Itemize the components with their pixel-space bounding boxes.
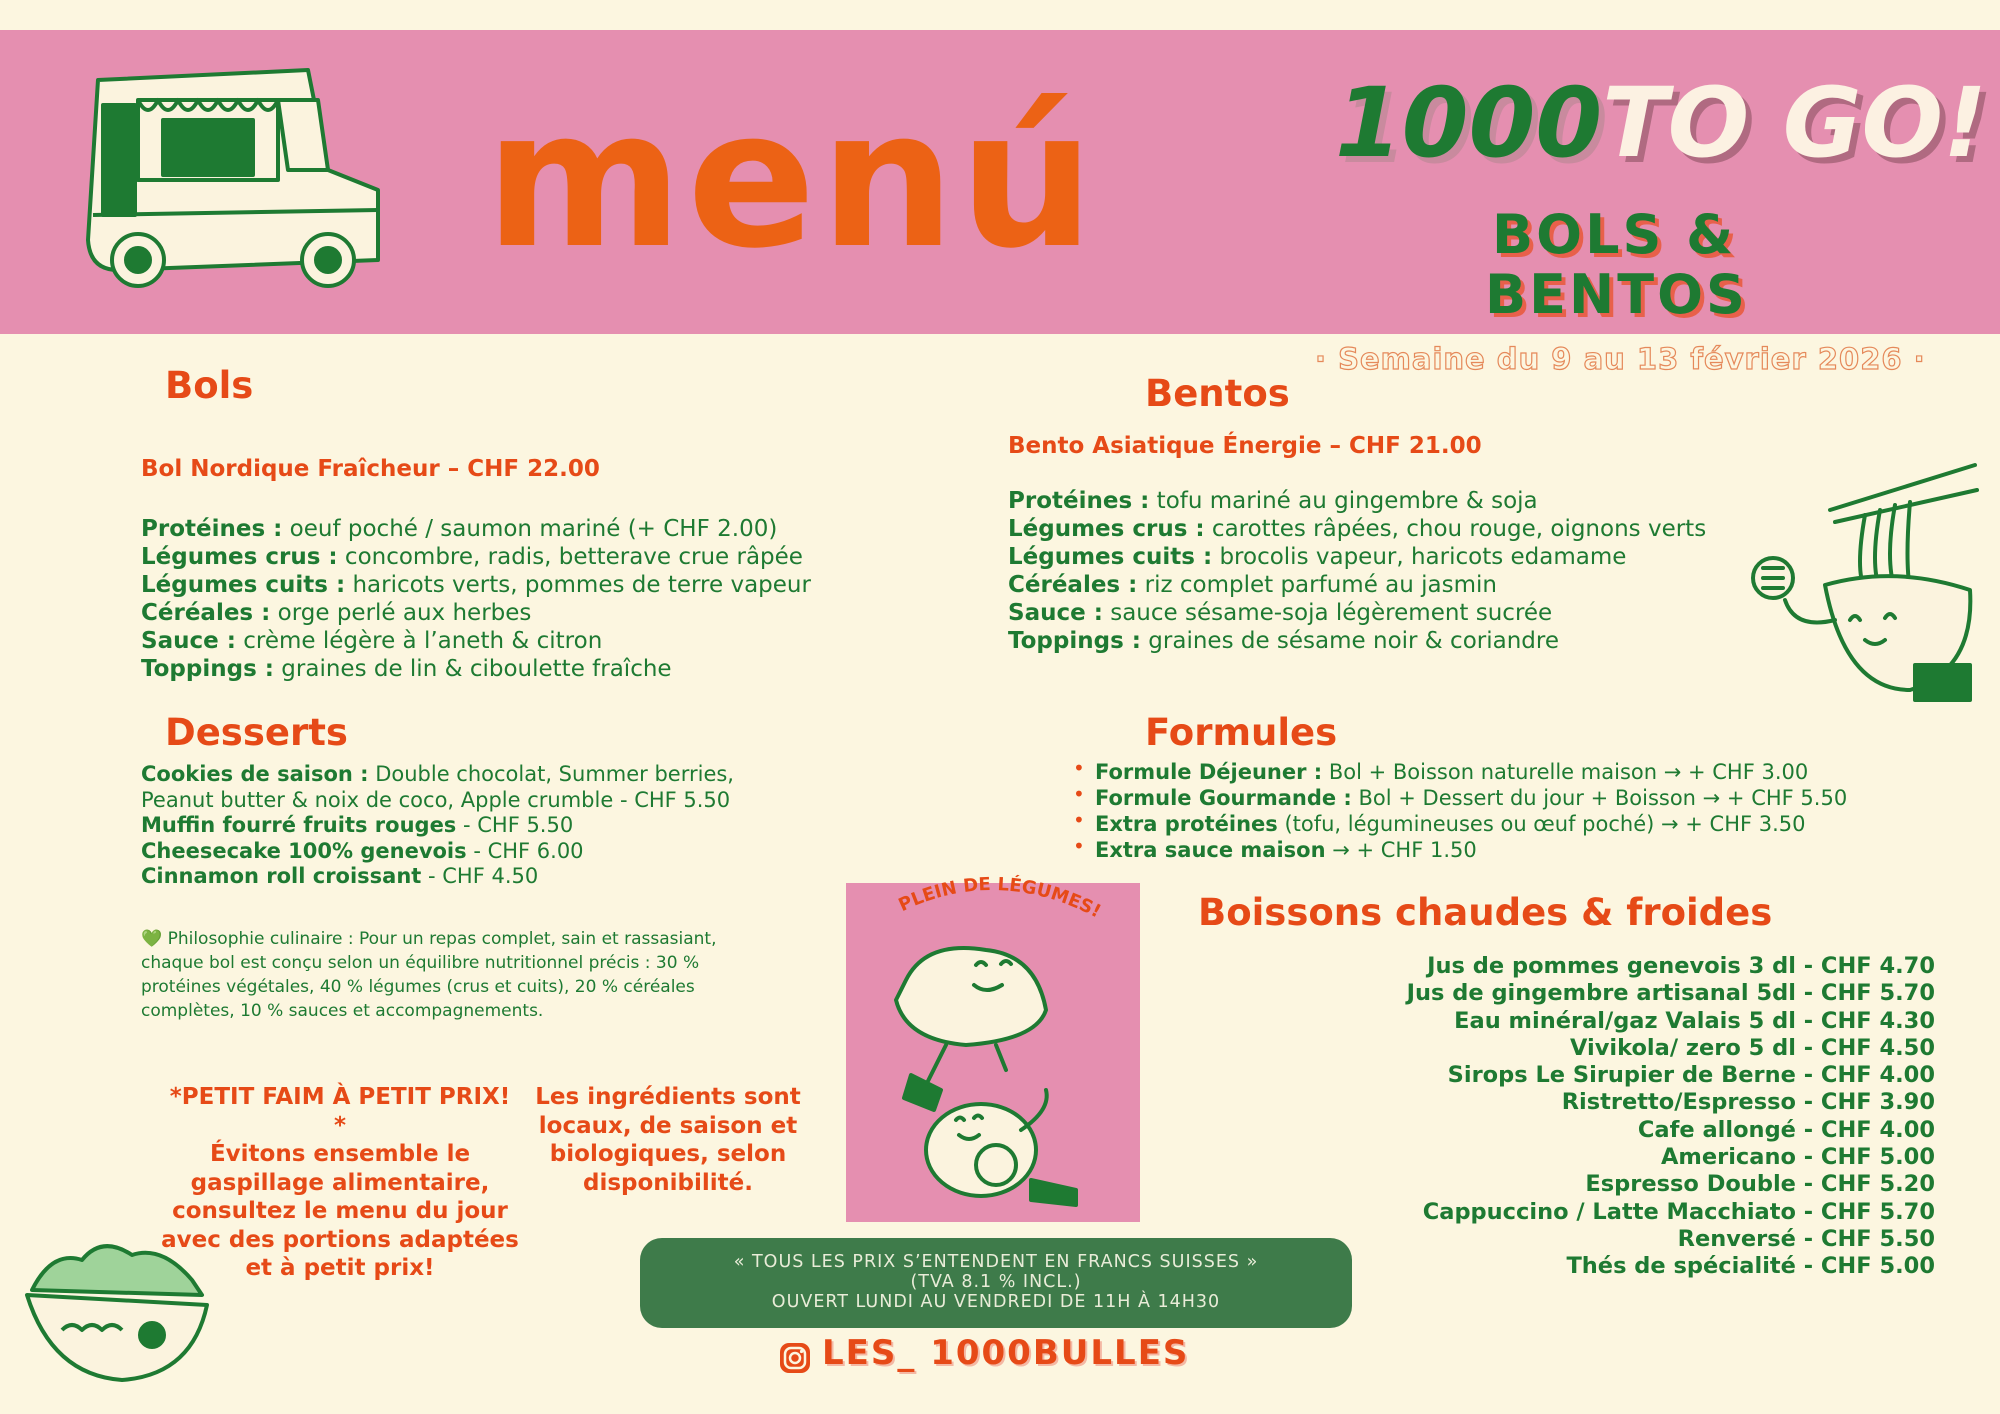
list-item: Jus de gingembre artisanal 5dl - CHF 5.70 xyxy=(1406,980,1935,1007)
list-item: Eau minéral/gaz Valais 5 dl - CHF 4.30 xyxy=(1454,1007,1935,1034)
instagram-handle[interactable]: LES_ 1000BULLES xyxy=(822,1333,1190,1373)
list-item: Sauce : crème légère à l’aneth & citron xyxy=(141,628,603,654)
instagram-icon[interactable] xyxy=(778,1341,812,1375)
list-item: Cookies de saison : Double chocolat, Summer berries, Peanut butter & noix de coco, Apple crumble - CHF 5.50 xyxy=(141,762,734,812)
bols-details xyxy=(141,515,971,683)
subtitle-line2: BENTOS xyxy=(1485,263,1748,326)
ingredients-note: Les ingrédients sont locaux, de saison et biologiques, selon disponibilité. xyxy=(535,1084,801,1196)
boissons-heading: Boissons chaudes & froides xyxy=(1198,891,1773,934)
week-label: · Semaine du 9 au 13 février 2026 · xyxy=(1315,342,1926,376)
list-item: Sauce : sauce sésame-soja légèrement sucrée xyxy=(1008,600,1553,626)
list-item: Renversé - CHF 5.50 xyxy=(1677,1225,1935,1252)
brand-number: 1000 xyxy=(1335,67,1603,179)
food-truck-icon xyxy=(78,60,428,300)
boissons-list xyxy=(1407,953,1935,1281)
list-item: Légumes crus : carottes râpées, chou rouge, oignons verts xyxy=(1008,516,1707,542)
list-item: Légumes cuits : brocolis vapeur, haricots edamame xyxy=(1008,544,1627,570)
list-item: Espresso Double - CHF 5.20 xyxy=(1585,1171,1935,1198)
list-item: Cappuccino / Latte Macchiato - CHF 5.70 xyxy=(1422,1198,1935,1225)
formules-heading: Formules xyxy=(1145,711,1338,754)
list-item: Toppings : graines de sésame noir & coriandre xyxy=(1008,628,1559,654)
list-item: Ristretto/Espresso - CHF 3.90 xyxy=(1561,1089,1935,1116)
bols-heading: Bols xyxy=(165,364,254,407)
subtitle-line1: BOLS & xyxy=(1492,203,1737,266)
poster-text: PLEIN DE LÉGUMES! xyxy=(895,873,1105,923)
list-item: • Formule Gourmande : Bol + Dessert du jour + Boisson → + CHF 5.50 xyxy=(1095,785,1985,811)
list-item: Muffin fourré fruits rouges - CHF 5.50 xyxy=(141,813,574,837)
list-item: Protéines : oeuf poché / saumon mariné (+ CHF 2.00) xyxy=(141,516,778,542)
list-item: • Extra sauce maison → + CHF 1.50 xyxy=(1095,837,1985,863)
list-item: Vivikola/ zero 5 dl - CHF 4.50 xyxy=(1570,1034,1935,1061)
petit-faim-note: *PETIT FAIM À PETIT PRIX! * Évitons ensemble le gaspillage alimentaire, consultez le menu du jour avec des portions adaptées et à petit prix! xyxy=(161,1084,519,1281)
formules-list xyxy=(1095,759,1985,863)
footer-line1: « TOUS LES PRIX S’ENTENDENT EN FRANCS SUISSES » xyxy=(733,1252,1259,1272)
footer-info-box xyxy=(640,1238,1352,1328)
list-item: Cafe allongé - CHF 4.00 xyxy=(1637,1116,1935,1143)
philosophy-note: 💚 Philosophie culinaire : Pour un repas complet, sain et rassasiant, chaque bol est conçu selon un équilibre nutritionnel précis : 30 % protéines végétales, 40 % légumes (crus et cuits), 20 % céréales complètes, 10 % sauces et accompagnements. xyxy=(141,929,717,1021)
list-item: Cinnamon roll croissant - CHF 4.50 xyxy=(141,864,539,888)
bentos-item-title: Bento Asiatique Énergie – CHF 21.00 xyxy=(1008,433,1482,459)
list-item: Toppings : graines de lin & ciboulette fraîche xyxy=(141,656,672,682)
footer-line2: (TVA 8.1 % INCL.) xyxy=(910,1272,1082,1292)
noodle-bowl-icon xyxy=(1745,460,1980,705)
footer-line3: OUVERT LUNDI AU VENDREDI DE 11H À 14H30 xyxy=(771,1292,1221,1312)
desserts-heading: Desserts xyxy=(165,711,348,754)
list-item: • Extra protéines (tofu, légumineuses ou œuf poché) → + CHF 3.50 xyxy=(1095,811,1985,837)
list-item: Jus de pommes genevois 3 dl - CHF 4.70 xyxy=(1427,953,1935,979)
list-item: Légumes crus : concombre, radis, betterave crue râpée xyxy=(141,544,803,570)
list-item: Cheesecake 100% genevois - CHF 6.00 xyxy=(141,838,584,863)
list-item: Céréales : riz complet parfumé au jasmin xyxy=(1008,572,1497,598)
list-item: Thés de spécialité - CHF 5.00 xyxy=(1566,1253,1935,1280)
list-item: Céréales : orge perlé aux herbes xyxy=(141,600,532,626)
salad-bowl-icon xyxy=(22,1235,212,1385)
list-item: Légumes cuits : haricots verts, pommes de terre vapeur xyxy=(141,572,811,598)
page-title: menú xyxy=(485,69,1099,290)
list-item: Americano - CHF 5.00 xyxy=(1661,1144,1935,1171)
list-item: Sirops Le Sirupier de Berne - CHF 4.00 xyxy=(1447,1062,1935,1089)
bols-item-title: Bol Nordique Fraîcheur – CHF 22.00 xyxy=(141,456,600,482)
bentos-details xyxy=(1008,487,1778,655)
desserts-list xyxy=(141,762,761,890)
bentos-heading: Bentos xyxy=(1145,372,1290,415)
vegetables-illustration xyxy=(846,860,1140,1222)
list-item: • Formule Déjeuner : Bol + Boisson naturelle maison → + CHF 3.00 xyxy=(1095,759,1985,785)
brand-logo xyxy=(1335,67,1987,179)
list-item: Protéines : tofu mariné au gingembre & soja xyxy=(1008,488,1538,514)
brand-suffix: TO GO! xyxy=(1602,67,1987,179)
